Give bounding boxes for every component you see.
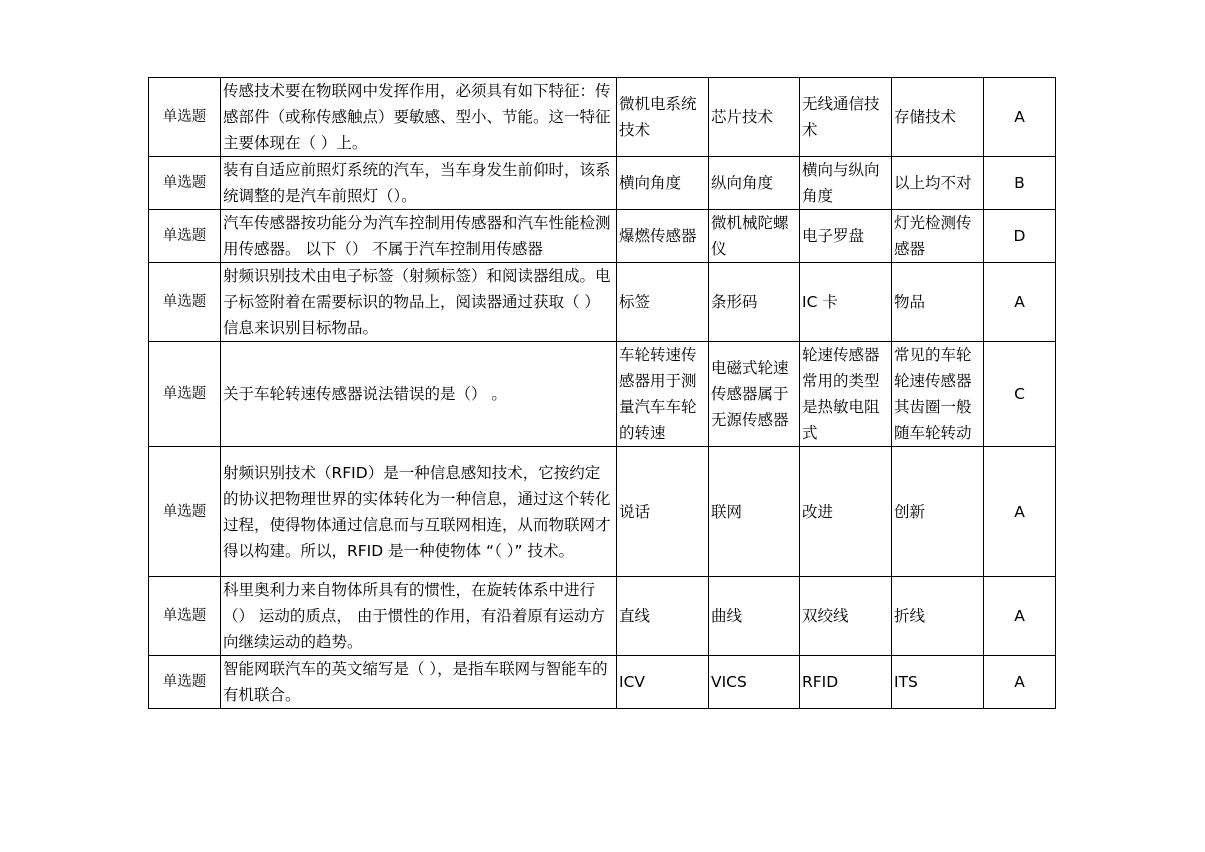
question-text-cell: 汽车传感器按功能分为汽车控制用传感器和汽车性能检测用传感器。 以下（） 不属于汽车控制用传感器 bbox=[221, 210, 617, 263]
option-b-cell: 联网 bbox=[709, 447, 800, 577]
option-a-cell: 标签 bbox=[617, 263, 709, 342]
option-c-cell: 横向与纵向角度 bbox=[800, 157, 892, 210]
table-row bbox=[149, 656, 1056, 709]
option-b-cell: 条形码 bbox=[709, 263, 800, 342]
option-d-cell: 创新 bbox=[892, 447, 984, 577]
option-a-cell: 微机电系统技术 bbox=[617, 78, 709, 157]
option-d-cell: 灯光检测传感器 bbox=[892, 210, 984, 263]
option-c-cell: 无线通信技术 bbox=[800, 78, 892, 157]
question-text-cell: 传感技术要在物联网中发挥作用，必须具有如下特征：传感部件（或称传感触点）要敏感、型小、节能。这一特征主要体现在（ ）上。 bbox=[221, 78, 617, 157]
question-text-cell: 关于车轮转速传感器说法错误的是（） 。 bbox=[221, 342, 617, 447]
question-text-cell: 射频识别技术由电子标签（射频标签）和阅读器组成。电子标签附着在需要标识的物品上，阅读器通过获取（ ）信息来识别目标物品。 bbox=[221, 263, 617, 342]
option-d-cell: 折线 bbox=[892, 577, 984, 656]
option-c-cell: 轮速传感器常用的类型是热敏电阻式 bbox=[800, 342, 892, 447]
option-d-cell: 物品 bbox=[892, 263, 984, 342]
question-type-cell: 单选题 bbox=[149, 263, 221, 342]
question-type-cell: 单选题 bbox=[149, 447, 221, 577]
option-a-cell: 横向角度 bbox=[617, 157, 709, 210]
option-b-cell: 曲线 bbox=[709, 577, 800, 656]
question-table bbox=[148, 77, 1056, 709]
question-text-cell: 射频识别技术（RFID）是一种信息感知技术，它按约定的协议把物理世界的实体转化为一种信息，通过这个转化过程，使得物体通过信息而与互联网相连，从而物联网才得以构建。所以，RFID 是一种使物体 “（ ）” 技术。 bbox=[221, 447, 617, 577]
option-c-cell: 双绞线 bbox=[800, 577, 892, 656]
answer-cell: B bbox=[984, 157, 1056, 210]
option-d-cell: 以上均不对 bbox=[892, 157, 984, 210]
question-type-cell: 单选题 bbox=[149, 78, 221, 157]
answer-cell: A bbox=[984, 447, 1056, 577]
option-b-cell: 纵向角度 bbox=[709, 157, 800, 210]
option-d-cell: 常见的车轮轮速传感器其齿圈一般随车轮转动 bbox=[892, 342, 984, 447]
question-type-cell: 单选题 bbox=[149, 342, 221, 447]
option-c-cell: 电子罗盘 bbox=[800, 210, 892, 263]
table-row bbox=[149, 577, 1056, 656]
answer-cell: A bbox=[984, 656, 1056, 709]
table-row bbox=[149, 78, 1056, 157]
option-d-cell: ITS bbox=[892, 656, 984, 709]
answer-cell: A bbox=[984, 78, 1056, 157]
table-row bbox=[149, 342, 1056, 447]
answer-cell: C bbox=[984, 342, 1056, 447]
option-a-cell: 车轮转速传感器用于测量汽车车轮的转速 bbox=[617, 342, 709, 447]
question-type-cell: 单选题 bbox=[149, 656, 221, 709]
option-b-cell: 芯片技术 bbox=[709, 78, 800, 157]
option-c-cell: 改进 bbox=[800, 447, 892, 577]
table-row bbox=[149, 263, 1056, 342]
table-row bbox=[149, 447, 1056, 577]
option-b-cell: VICS bbox=[709, 656, 800, 709]
option-a-cell: 直线 bbox=[617, 577, 709, 656]
option-a-cell: ICV bbox=[617, 656, 709, 709]
question-type-cell: 单选题 bbox=[149, 210, 221, 263]
option-a-cell: 爆燃传感器 bbox=[617, 210, 709, 263]
option-c-cell: RFID bbox=[800, 656, 892, 709]
option-a-cell: 说话 bbox=[617, 447, 709, 577]
option-b-cell: 微机械陀螺仪 bbox=[709, 210, 800, 263]
answer-cell: D bbox=[984, 210, 1056, 263]
question-text-cell: 智能网联汽车的英文缩写是（ ），是指车联网与智能车的有机联合。 bbox=[221, 656, 617, 709]
table-row bbox=[149, 157, 1056, 210]
question-text-cell: 科里奥利力来自物体所具有的惯性，在旋转体系中进行（） 运动的质点， 由于惯性的作用，有沿着原有运动方向继续运动的趋势。 bbox=[221, 577, 617, 656]
option-b-cell: 电磁式轮速传感器属于无源传感器 bbox=[709, 342, 800, 447]
table-row bbox=[149, 210, 1056, 263]
answer-cell: A bbox=[984, 577, 1056, 656]
option-d-cell: 存储技术 bbox=[892, 78, 984, 157]
question-type-cell: 单选题 bbox=[149, 577, 221, 656]
question-text-cell: 装有自适应前照灯系统的汽车，当车身发生前仰时，该系统调整的是汽车前照灯（）。 bbox=[221, 157, 617, 210]
option-c-cell: IC 卡 bbox=[800, 263, 892, 342]
question-type-cell: 单选题 bbox=[149, 157, 221, 210]
answer-cell: A bbox=[984, 263, 1056, 342]
